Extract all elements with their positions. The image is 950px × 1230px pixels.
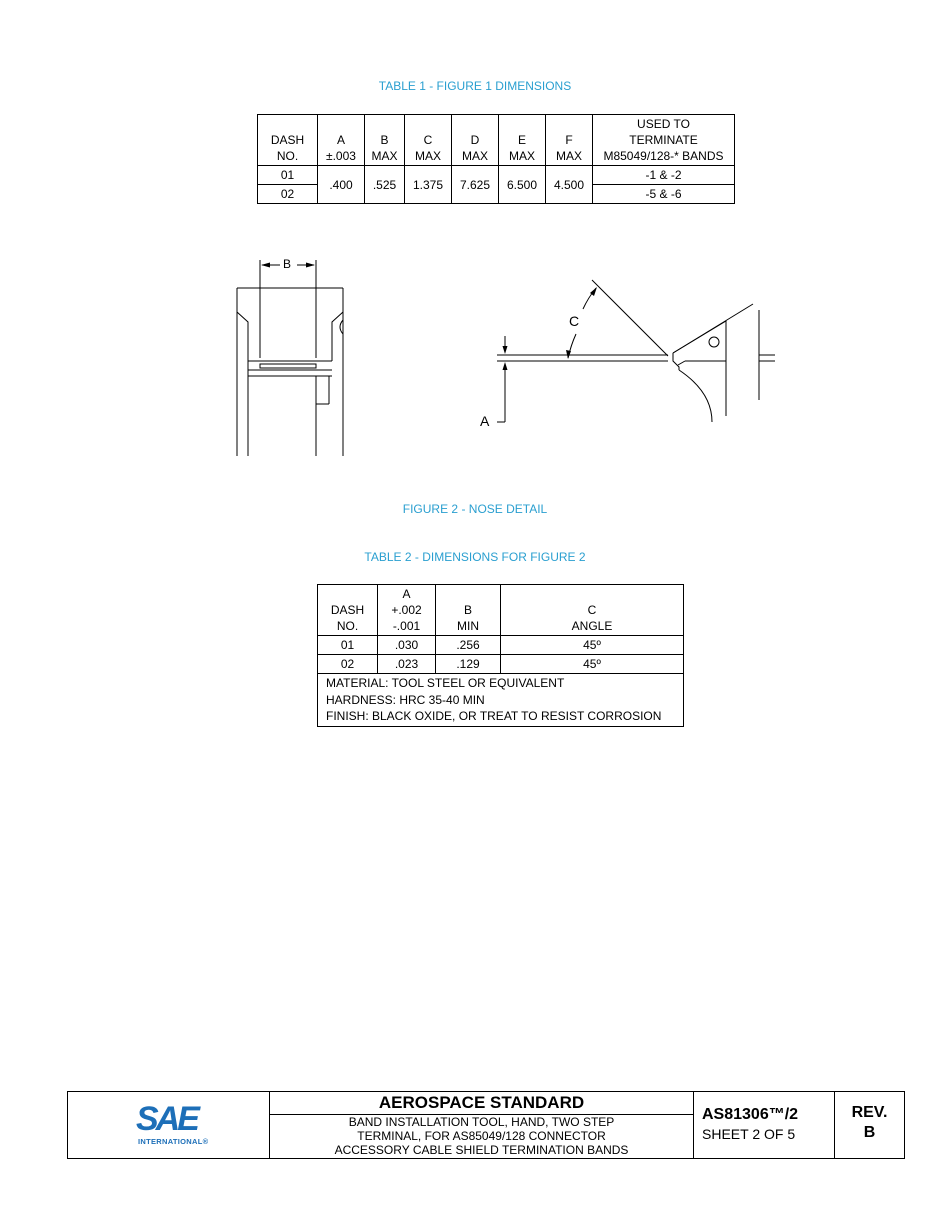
sheet-number: SHEET 2 OF 5	[702, 1126, 796, 1142]
dimension-label-a: A	[480, 413, 490, 429]
document-number: AS81306™/2	[702, 1106, 799, 1123]
table2-b-cell: .256	[436, 636, 501, 655]
table-row	[318, 655, 684, 674]
table-row	[258, 166, 735, 185]
table1-b-cell: .525	[365, 166, 405, 204]
table2-dash-cell: 02	[318, 655, 378, 674]
revision-cell	[835, 1092, 904, 1158]
document-description: BAND INSTALLATION TOOL, HAND, TWO STEP TERMINAL, FOR AS85049/128 CONNECTOR ACCESSORY CABLE SHIELD TERMINATION BANDS	[334, 1115, 629, 1157]
dimension-label-b: B	[283, 257, 292, 271]
table2-header-c: C ANGLE	[501, 585, 684, 636]
table2-c-cell: 45º	[501, 655, 684, 674]
table2-b-cell: .129	[436, 655, 501, 674]
dimension-label-c: C	[569, 313, 580, 329]
table1-dash-cell: 01	[258, 166, 318, 185]
table1-d-cell: 7.625	[452, 166, 499, 204]
title-cell	[270, 1092, 694, 1158]
document-id-cell	[694, 1092, 835, 1158]
table2-header-row	[318, 585, 684, 636]
table1-caption: TABLE 1 - FIGURE 1 DIMENSIONS	[378, 79, 572, 93]
revision-value: B	[863, 1124, 876, 1141]
table1-used-cell: -5 & -6	[593, 185, 735, 204]
table2-header-b: B MIN	[436, 585, 501, 636]
table1-header-f: F MAX	[546, 115, 593, 166]
sae-logo-subtitle: INTERNATIONAL®	[138, 1137, 209, 1146]
table1-c-cell: 1.375	[405, 166, 452, 204]
hardness-note: HARDNESS: HRC 35-40 MIN	[326, 692, 485, 707]
table1-e-cell: 6.500	[499, 166, 546, 204]
table1-dash-cell: 02	[258, 185, 318, 204]
finish-note: FINISH: BLACK OXIDE, OR TREAT TO RESIST CORROSION	[326, 709, 662, 723]
table2-c-cell: 45º	[501, 636, 684, 655]
table1-header-b: B MAX	[365, 115, 405, 166]
table1-header-row	[258, 115, 735, 166]
table2-header-dash: DASH NO.	[318, 585, 378, 636]
table-row	[318, 636, 684, 655]
nose-detail-drawing	[0, 230, 950, 470]
table2-a-cell: .023	[378, 655, 436, 674]
sae-logo: SAE	[136, 1100, 197, 1138]
revision-label: REV.	[851, 1104, 888, 1121]
title-block	[67, 1091, 905, 1159]
table1-f-cell: 4.500	[546, 166, 593, 204]
table2-notes	[318, 674, 684, 727]
table2-notes-row	[318, 674, 684, 727]
material-note: MATERIAL: TOOL STEEL OR EQUIVALENT	[326, 676, 565, 690]
table1-header-a: A ±.003	[318, 115, 365, 166]
table1-header-d: D MAX	[452, 115, 499, 166]
table1-header-e: E MAX	[499, 115, 546, 166]
standard-title: AEROSPACE STANDARD	[270, 1092, 693, 1115]
logo-cell	[68, 1092, 270, 1158]
table2-dash-cell: 01	[318, 636, 378, 655]
table1-used-cell: -1 & -2	[593, 166, 735, 185]
nose-angle-view	[497, 280, 775, 422]
table1-header-used: USED TO TERMINATE M85049/128-* BANDS	[593, 115, 735, 166]
figure2-caption: FIGURE 2 - NOSE DETAIL	[402, 502, 548, 516]
table2	[317, 584, 684, 727]
table1-header-dash: DASH NO.	[258, 115, 318, 166]
nose-side-view	[237, 260, 343, 456]
table1-header-c: C MAX	[405, 115, 452, 166]
table2-a-cell: .030	[378, 636, 436, 655]
table1	[257, 114, 735, 204]
table2-header-a: A +.002 -.001	[378, 585, 436, 636]
table1-a-cell: .400	[318, 166, 365, 204]
table2-caption: TABLE 2 - DIMENSIONS FOR FIGURE 2	[364, 550, 586, 564]
